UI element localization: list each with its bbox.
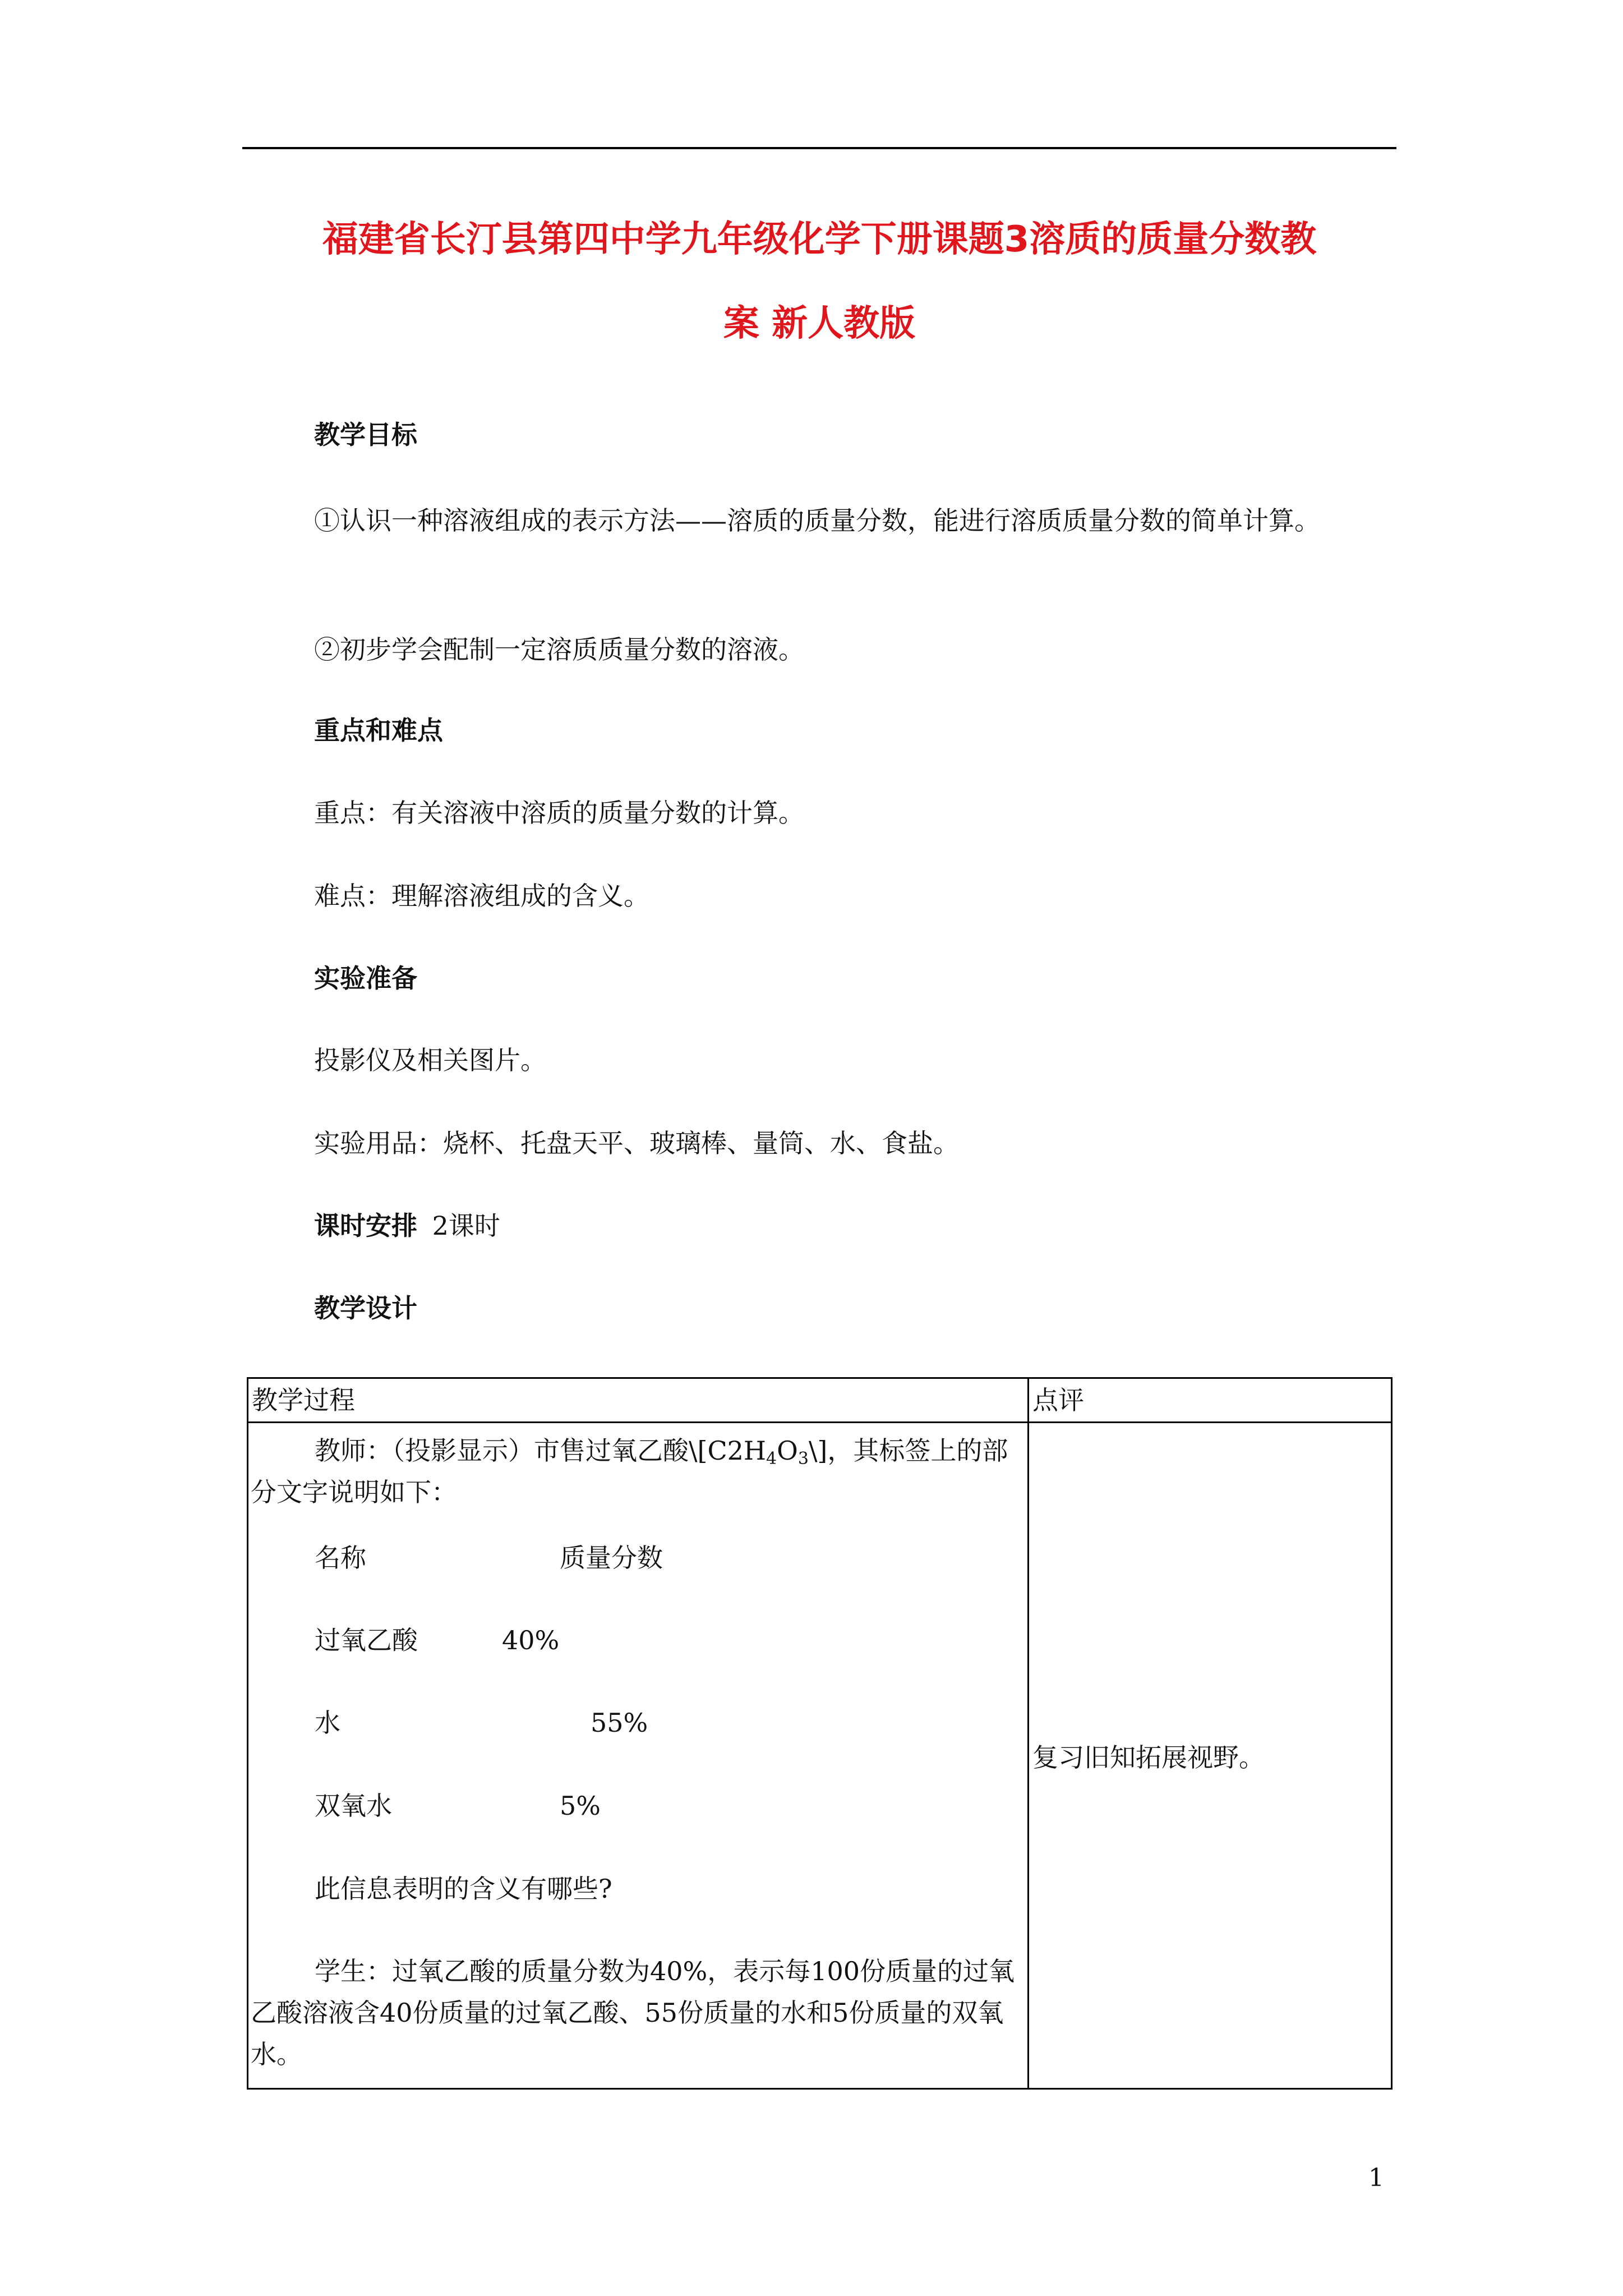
process-cell (248, 1423, 1029, 2089)
difficulty-text: 难点：理解溶液组成的含义。 (314, 881, 649, 911)
page-number: 1 (1368, 2164, 1384, 2192)
objective-2: ②初步学会配制一定溶质质量分数的溶液。 (314, 634, 804, 665)
row-value-1: 55% (591, 1708, 648, 1738)
header-process: 教学过程 (248, 1378, 1029, 1423)
design-heading: 教学设计 (314, 1293, 417, 1323)
document-title-line-2: 案 新人教版 (723, 303, 916, 344)
label-col-name: 名称 (315, 1543, 366, 1573)
header-rule (242, 147, 1396, 149)
row-name-1: 水 (315, 1708, 340, 1738)
question-text: 此信息表明的含义有哪些? (315, 1874, 612, 1904)
comment-text: 复习旧知拓展视野。 (1032, 1742, 1265, 1773)
document-title-line-1: 福建省长汀县第四中学九年级化学下册课题3溶质的质量分数教 (322, 219, 1317, 260)
teacher-sub-1: 4 (766, 1449, 777, 1469)
schedule-label: 课时安排 (314, 1211, 417, 1241)
row-name-2: 双氧水 (315, 1791, 392, 1821)
row-value-2: 5% (560, 1791, 601, 1821)
teacher-text-mid: O (777, 1435, 798, 1466)
student-answer: 学生：过氧乙酸的质量分数为40%，表示每100份质量的过氧乙酸溶液含40份质量的过氧乙酸、55份质量的水和5份质量的双氧水。 (251, 1956, 1015, 2069)
label-col-fraction: 质量分数 (560, 1543, 663, 1573)
keypoints-heading: 重点和难点 (314, 715, 443, 746)
teacher-text-before: 教师：（投影显示）市售过氧乙酸\[C2H (315, 1435, 767, 1466)
objective-1: ①认识一种溶液组成的表示方法——溶质的质量分数，能进行溶质质量分数的简单计算。 (314, 505, 1320, 536)
prep-projector: 投影仪及相关图片。 (314, 1045, 546, 1075)
teaching-design-table (247, 1377, 1393, 2090)
schedule-line (314, 1209, 500, 1243)
schedule-value: 2课时 (432, 1211, 500, 1241)
prep-heading: 实验准备 (314, 963, 417, 993)
prep-materials: 实验用品：烧杯、托盘天平、玻璃棒、量筒、水、食盐。 (314, 1128, 959, 1158)
row-name-0: 过氧乙酸 (315, 1625, 418, 1655)
objectives-heading: 教学目标 (314, 420, 417, 450)
teacher-paragraph (251, 1430, 1022, 1513)
header-comment: 点评 (1029, 1378, 1392, 1423)
teacher-sub-2: 3 (797, 1449, 809, 1469)
teacher-text-after: \]，其标签上的部分文字说明如下： (251, 1435, 1008, 1507)
comment-cell (1029, 1423, 1392, 2089)
row-value-0: 40% (502, 1625, 560, 1655)
keypoint-text: 重点：有关溶液中溶质的质量分数的计算。 (314, 798, 804, 828)
